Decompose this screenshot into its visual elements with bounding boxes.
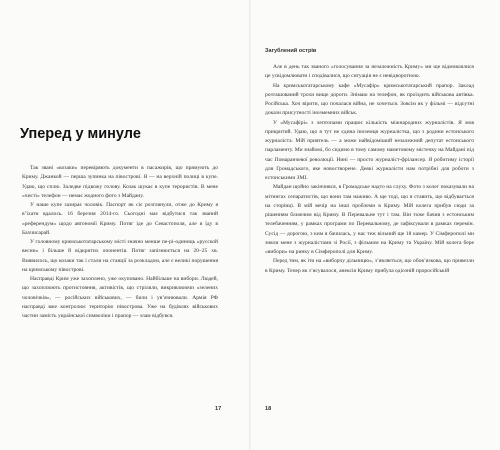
paragraph: На кримськотатарському кафе «Мусафір» кримськотатарський прапор. Заклад розташований трохи вище дороги. Знімаю на телефон, як проїздить військова автівка. Російська. Хоч вірити, що почалася війна, не хочеться. Зовсім як у фільмі — відсутні докази присутності інозмемних військ. <box>265 82 474 117</box>
paragraph: У «Мусафірі» з лептопами працює кількість міжнародних журналістів. Я мов прикритий. Удаю, що я тут не єдина іноземця журналістка, що з родини естонського журналіста. Мій приятель — а може найвідоміший незалежний депутат естонського парламенту. Ми знайомі, бо сидимо в тому самому наметовому містечку на Майдані під час Помаранчевої революції. Нині — просто журналіст-фрілансер. Я робитиму історії для Громадського, яке новостворене. Деякі журналісти нам потрібні для роботи з естонськими ЗМІ. <box>265 119 474 181</box>
paragraph: Перед тим, як іти на «виборчу дільницю», з’являється, що обов’язкова, що привезли в Криму. Тепер як з’ясувалося, анексія Криму прибула одіозній проросійській <box>265 258 474 274</box>
page-number: 18 <box>265 406 272 412</box>
paragraph: Майдан щойно закінчився, в Громадське надто на слуху. Фото з колег показували на мітингах сепаратистів, що вони там наживо. А ще тоді, що я ставить, що відбувається на сторінці. В мій вечір на інші проблеми в Криму. Мій колега прибув сюди за рішенням ближчим від Криму. В Перевальне тут і там. Він тоже бачив з естонським телебаченням, у рамках програми по Перевальному, де зафіксували в рамках перемін. Сусід — дорогою, з ким я бачилась, у нас теж вільний ще 18 камер. У Сімферополі ми зняли мене з журналістами зі Росії, з фільмом на Криму та Україну. Мій колега бере «вибори» на ринку в Сімферополі для Криму. <box>265 184 474 255</box>
page-number: 17 <box>215 406 222 412</box>
paragraph: У головному кримськотатарському місті значно менше пе-рі-одиниць «русской весни» і більше й відкритих опонентів. Потяг запізнюється на 20–25 хв. Виявилось, що козаки так і стали на станції за розкладом, але є великі порушення на кримському півострові. <box>22 239 218 273</box>
paragraph: Так звані «козаки» перевіряють документи в пасажирів, що прямують до Криму. Джанкой — перша зупинка на півострові. Я — на верхній полиці в купе. Удаю, що сплю. Заледве підвожу голову. Козак шукає в купе терористів. В мене «чисті» телефон — немає жодного фото з Майдану. <box>22 165 218 199</box>
running-head: Загублений острів <box>265 48 317 54</box>
paragraph: Насправді Крим уже захоплено, уже окуповано. Найбільше на вибори. Людей, що захоплюють протистояння, активістів, що стріляли, викривлюючи «зелених чоловічків», — російських військових, — били і ув’язнювали. Армія РФ насправді вже контролює територію півострова. Уже на будівлях військових частин замість української символіки і прапор — злам відбувся. <box>22 276 218 319</box>
right-page-body <box>265 63 474 276</box>
chapter-title: Уперед у минуле <box>20 126 141 142</box>
paragraph: У наше купе зазирає чоловік. Паспорт як сіє розглянули, отже до Криму я в’їхати вдалось. 16 березня 2014-го. Сьогодні має відбутися так званий «референдум» щодо автономії Криму. Потяг іде до Севастополя, але я їду в Бахчисарай. <box>22 202 218 236</box>
left-page-body <box>22 164 218 321</box>
paragraph: Але в день так званого «голосування за незалежність Криму» ми ще відмовлялися це усвідомлювати і сподівалися, що ситуація не є невідворотною. <box>265 64 474 80</box>
left-page <box>0 0 249 450</box>
right-page <box>251 0 500 450</box>
